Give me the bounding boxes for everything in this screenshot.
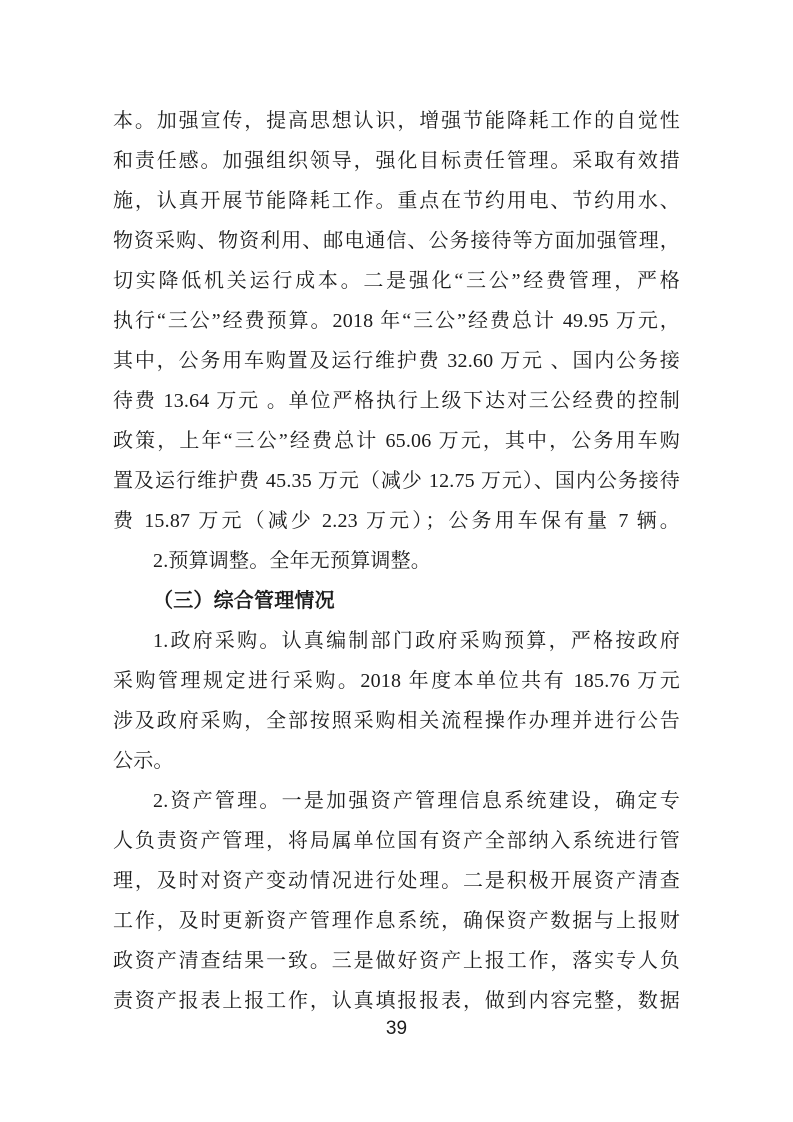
- text-line: 公示。: [113, 750, 174, 772]
- text-line: 2.预算调整。全年无预算调整。: [153, 550, 431, 572]
- text-line: 置及运行维护费 45.35 万元（减少 12.75 万元）、国内公务接待: [113, 470, 680, 492]
- text-line: 理，及时对资产变动情况进行处理。二是积极开展资产清查: [113, 870, 680, 892]
- text-line: 涉及政府采购，全部按照采购相关流程操作办理并进行公告: [113, 710, 680, 732]
- text-line: 和责任感。加强组织领导，强化目标责任管理。采取有效措: [113, 150, 680, 172]
- text-line: 物资采购、物资利用、邮电通信、公务接待等方面加强管理，: [113, 230, 680, 252]
- text-line: 采购管理规定进行采购。2018 年度本单位共有 185.76 万元: [113, 670, 680, 692]
- text-line: 待费 13.64 万元 。单位严格执行上级下达对三公经费的控制: [113, 390, 680, 412]
- text-line: 切实降低机关运行成本。二是强化“三公”经费管理，严格: [113, 270, 680, 292]
- text-line: 政策，上年“三公”经费总计 65.06 万元，其中，公务用车购: [113, 430, 680, 452]
- text-line: 1.政府采购。认真编制部门政府采购预算，严格按政府: [153, 630, 680, 652]
- text-line: 2.资产管理。一是加强资产管理信息系统建设，确定专: [153, 790, 680, 812]
- text-line: 其中，公务用车购置及运行维护费 32.60 万元 、国内公务接: [113, 350, 680, 372]
- text-line: 本。加强宣传，提高思想认识，增强节能降耗工作的自觉性: [113, 110, 680, 132]
- text-line: 人负责资产管理，将局属单位国有资产全部纳入系统进行管: [113, 830, 680, 852]
- text-line: 施，认真开展节能降耗工作。重点在节约用电、节约用水、: [113, 190, 680, 212]
- text-line: 政资产清查结果一致。三是做好资产上报工作，落实专人负: [113, 950, 680, 972]
- text-line: 责资产报表上报工作，认真填报报表，做到内容完整，数据: [113, 990, 680, 1012]
- page-number: 39: [385, 1018, 408, 1039]
- text-line: 费 15.87 万元（减少 2.23 万元）；公务用车保有量 7 辆。: [113, 510, 680, 532]
- section-heading: （三）综合管理情况: [153, 590, 335, 612]
- text-line: 执行“三公”经费预算。2018 年“三公”经费总计 49.95 万元，: [113, 310, 680, 332]
- text-body: [113, 101, 680, 1021]
- text-line: 工作，及时更新资产管理作息系统，确保资产数据与上报财: [113, 910, 680, 932]
